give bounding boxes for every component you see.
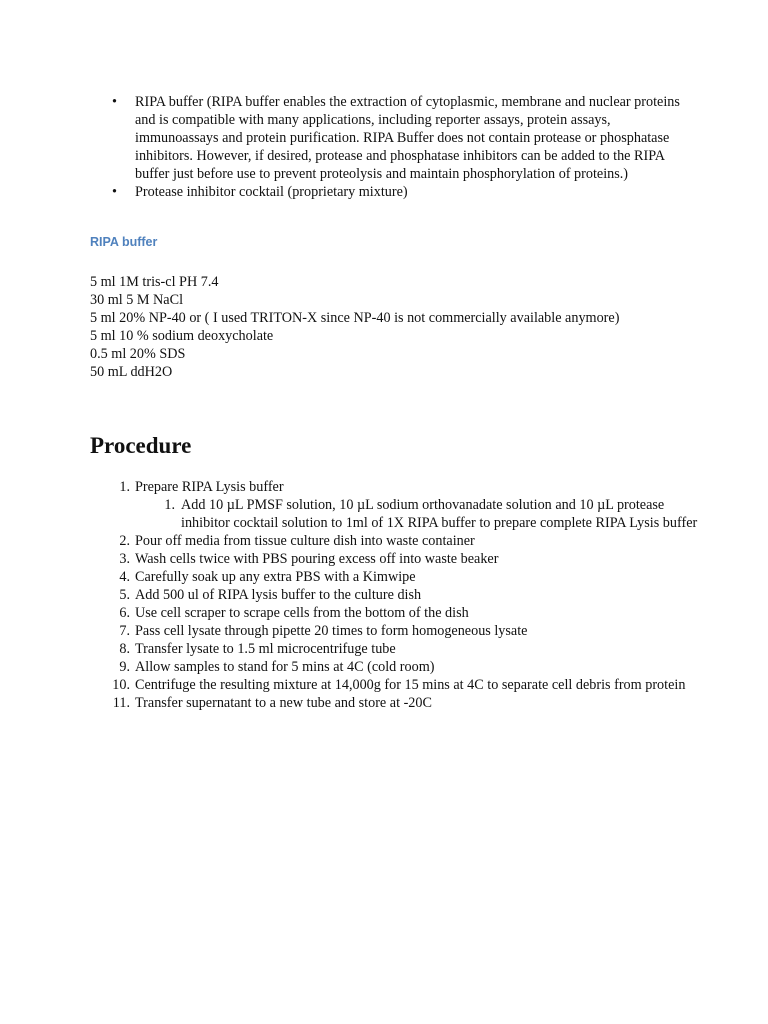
bullet-text: Protease inhibitor cocktail (proprietary mixture) (135, 184, 408, 200)
step-text: Allow samples to stand for 5 mins at 4C (cold room) (135, 659, 435, 675)
procedure-step (106, 676, 706, 694)
substep-text: Add 10 µL PMSF solution, 10 µL sodium orthovanadate solution and 10 µL protease inhibitor cocktail solution to 1ml of 1X RIPA buffer to prepare complete RIPA Lysis buffer (181, 497, 698, 531)
bullet-icon: • (112, 94, 117, 110)
step-text: Pour off media from tissue culture dish into waste container (135, 533, 475, 549)
step-number: 5. (119, 587, 130, 603)
procedure-step (106, 694, 706, 712)
step-number: 4. (119, 569, 130, 585)
step-number: 1. (119, 479, 130, 495)
step-text: Transfer supernatant to a new tube and store at -20C (135, 695, 432, 711)
recipe-line: 0.5 ml 20% SDS (90, 346, 186, 362)
step-number: 10. (112, 677, 130, 693)
procedure-substep (135, 496, 706, 532)
procedure-heading: Procedure (90, 433, 192, 458)
procedure-step (106, 532, 706, 550)
step-text: Centrifuge the resulting mixture at 14,000g for 15 mins at 4C to separate cell debris from protein (135, 677, 686, 693)
step-number: 8. (119, 641, 130, 657)
step-text: Wash cells twice with PBS pouring excess off into waste beaker (135, 551, 499, 567)
step-text: Transfer lysate to 1.5 ml microcentrifuge tube (135, 641, 396, 657)
step-number: 6. (119, 605, 130, 621)
procedure-step (106, 586, 706, 604)
step-text: Add 500 ul of RIPA lysis buffer to the culture dish (135, 587, 422, 603)
bullet-item-ripa (112, 93, 692, 183)
step-number: 2. (119, 533, 130, 549)
bullet-text: RIPA buffer (RIPA buffer enables the extraction of cytoplasmic, membrane and nuclear proteins and is compatible with many applications, including reporter assays, protein assays, immunoassays and protein purification. RIPA Buffer does not contain protease or phosphatase inhibitors. However, if desired, protease and phosphatase inhibitors can be added to the RIPA buffer just before use to prevent proteolysis and maintain phosphorylation of proteins.) (135, 94, 680, 182)
step-number: 3. (119, 551, 130, 567)
step-text: Carefully soak up any extra PBS with a Kimwipe (135, 569, 416, 585)
step-text: Prepare RIPA Lysis buffer (135, 479, 284, 495)
ripa-recipe-list (90, 273, 619, 381)
bullet-item-protease (112, 183, 692, 201)
procedure-step (106, 478, 706, 532)
recipe-line: 5 ml 20% NP-40 or ( I used TRITON-X since NP-40 is not commercially available anymore) (90, 310, 620, 326)
recipe-line: 5 ml 1M tris-cl PH 7.4 (90, 274, 219, 290)
recipe-line: 50 mL ddH2O (90, 364, 173, 380)
substep-number: 1. (164, 497, 175, 513)
procedure-substep-list (135, 496, 706, 532)
procedure-step-list (106, 478, 706, 712)
ripa-buffer-heading: RIPA buffer (90, 235, 158, 249)
procedure-step (106, 604, 706, 622)
step-number: 11. (112, 695, 130, 711)
recipe-line: 30 ml 5 M NaCl (90, 292, 184, 308)
procedure-step (106, 550, 706, 568)
step-text: Use cell scraper to scrape cells from the bottom of the dish (135, 605, 469, 621)
reagent-bullet-list (112, 93, 692, 201)
step-text: Pass cell lysate through pipette 20 times to form homogeneous lysate (135, 623, 528, 639)
procedure-step (106, 640, 706, 658)
step-number: 7. (119, 623, 130, 639)
recipe-line: 5 ml 10 % sodium deoxycholate (90, 328, 274, 344)
procedure-step (106, 658, 706, 676)
procedure-step (106, 568, 706, 586)
procedure-step (106, 622, 706, 640)
bullet-icon: • (112, 184, 117, 200)
step-number: 9. (119, 659, 130, 675)
